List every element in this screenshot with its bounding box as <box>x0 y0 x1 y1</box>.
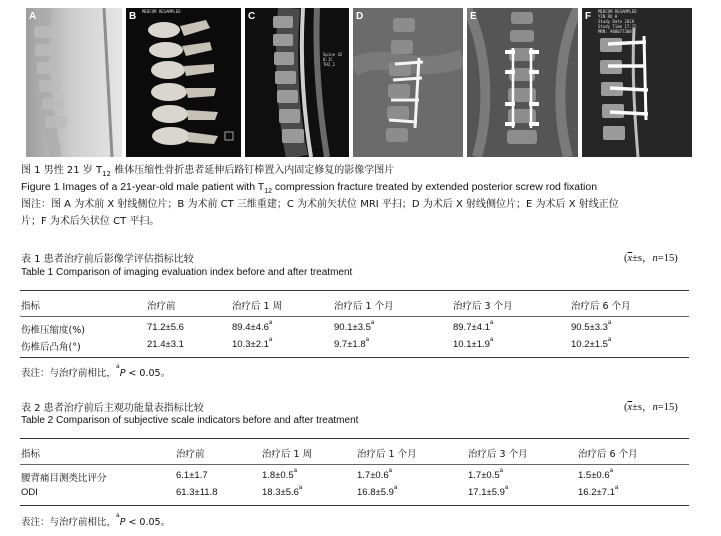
table1-title-en: Table 1 Comparison of imaging evaluation index before and after treatment <box>21 267 353 278</box>
table-cell: 1.8±0.5$^a$ <box>262 468 297 481</box>
panel-c-image <box>245 8 349 157</box>
table-cell: 71.2±5.6 <box>147 322 184 333</box>
panel-label: B <box>129 11 137 22</box>
table2-header-cell: 治疗前 <box>176 449 205 460</box>
table1-mid-rule <box>20 316 689 317</box>
table1-header-cell: 治疗后 1 周 <box>232 301 283 312</box>
panel-label: C <box>248 11 256 22</box>
table-cell: 10.3±2.1$^a$ <box>232 337 273 350</box>
row-label: 腰背痛目测类比评分 <box>21 473 107 484</box>
table-cell: 16.2±7.1$^a$ <box>578 485 619 498</box>
panel-overlay-text: MEDCOM RESAMPLED <box>142 9 181 14</box>
panel-e-postop-ap-xray <box>467 8 578 157</box>
panel-overlay-text: MEDCOM RESAMPLED YIN RU H Study Date 2018 Study Time 17:15 MRN: 900077300 <box>598 9 637 34</box>
table2-header-cell: 治疗后 1 周 <box>262 449 313 460</box>
table1-header-cell: 治疗前 <box>147 301 176 312</box>
row-label: ODI <box>21 487 38 498</box>
row-label: 伤椎后凸角(°) <box>21 342 81 353</box>
panel-b-ct-3d <box>126 8 241 157</box>
table-cell: 16.8±5.9$^a$ <box>357 485 398 498</box>
figure-note-line2: 片；F 为术后矢状位 CT 平扫。 <box>21 216 160 227</box>
table-cell: 1.7±0.5$^a$ <box>468 468 503 481</box>
figure-caption-en: Figure 1 Images of a 21-year-old male patient with $T_{12}$ compression fracture treated by extended posterior screw rod fixation <box>21 181 598 196</box>
table2-bottom-rule <box>20 505 689 506</box>
row-label: 伤椎压缩度(%) <box>21 325 85 336</box>
panel-e-image <box>467 8 578 157</box>
table1-bottom-rule <box>20 357 689 358</box>
table1-header-cell: 指标 <box>21 301 41 312</box>
table-cell: 6.1±1.7 <box>176 470 208 481</box>
table2-stat-note: ($\overline{x}\pm s$，n=15) <box>624 402 678 413</box>
table2-header-cell: 治疗后 3 个月 <box>468 449 528 460</box>
panel-a-image <box>26 8 122 157</box>
table1-header-cell: 治疗后 6 个月 <box>571 301 631 312</box>
table2-mid-rule <box>20 464 689 465</box>
panel-d-postop-lateral-xray <box>353 8 463 157</box>
table1-header-cell: 治疗后 3 个月 <box>453 301 513 312</box>
table-cell: 89.7±4.1$^a$ <box>453 320 494 333</box>
table-cell: 1.5±0.6$^a$ <box>578 468 613 481</box>
table2-header-cell: 指标 <box>21 449 41 460</box>
table-cell: 10.1±1.9$^a$ <box>453 337 494 350</box>
table-cell: 89.4±4.6$^a$ <box>232 320 273 333</box>
table2-title-zh: 表 2 患者治疗前后主观功能量表指标比较 <box>21 403 204 414</box>
panel-label: A <box>29 11 37 22</box>
table-cell: 10.2±1.5$^a$ <box>571 337 612 350</box>
panel-f-postop-sagittal-ct <box>582 8 692 157</box>
table1-top-rule <box>20 290 689 291</box>
table-cell: 90.1±3.5$^a$ <box>334 320 375 333</box>
panel-d-image <box>353 8 463 157</box>
table1-title-zh: 表 1 患者治疗前后影像学评估指标比较 <box>21 254 194 265</box>
table-cell: 90.5±3.3$^a$ <box>571 320 612 333</box>
figure-caption-zh: 图 1 男性 21 岁 $T_{12}$ 椎体压缩性骨折患者延伸后路钉棒置入内固定修复的影像学图片 <box>21 165 395 178</box>
table2-header-cell: 治疗后 6 个月 <box>578 449 638 460</box>
table-cell: 17.1±5.9$^a$ <box>468 485 509 498</box>
panel-overlay-text: Spine 42 0:1C TH2_1 <box>323 52 343 67</box>
figure-note-line1: 图注：图 A 为术前 X 射线侧位片；B 为术前 CT 三维重建；C 为术前矢状位 MRI 平扫；D 为术后 X 射线侧位片；E 为术后 X 射线正位 <box>21 199 619 210</box>
panel-b-image <box>126 8 241 157</box>
table-cell: 9.7±1.8$^a$ <box>334 337 369 350</box>
table1-stat-note: ($\overline{x}\pm s$，n=15) <box>624 253 678 264</box>
table1-note: 表注：与治疗前相比，$^a$P < 0.05。 <box>21 363 171 379</box>
panel-label: F <box>585 11 592 22</box>
panel-c-sagittal-mri <box>245 8 349 157</box>
panel-label: D <box>356 11 364 22</box>
table2-header-cell: 治疗后 1 个月 <box>357 449 417 460</box>
table-cell: 18.3±5.6$^a$ <box>262 485 303 498</box>
table-cell: 61.3±11.8 <box>176 487 218 498</box>
panel-label: E <box>470 11 477 22</box>
table1-header-cell: 治疗后 1 个月 <box>334 301 394 312</box>
panel-a-lateral-xray <box>26 8 122 157</box>
table2-note: 表注：与治疗前相比，$^a$P < 0.05。 <box>21 512 171 528</box>
table2-title-en: Table 2 Comparison of subjective scale indicators before and after treatment <box>21 415 359 426</box>
table2-top-rule <box>20 438 689 439</box>
table-cell: 1.7±0.6$^a$ <box>357 468 392 481</box>
table-cell: 21.4±3.1 <box>147 339 184 350</box>
